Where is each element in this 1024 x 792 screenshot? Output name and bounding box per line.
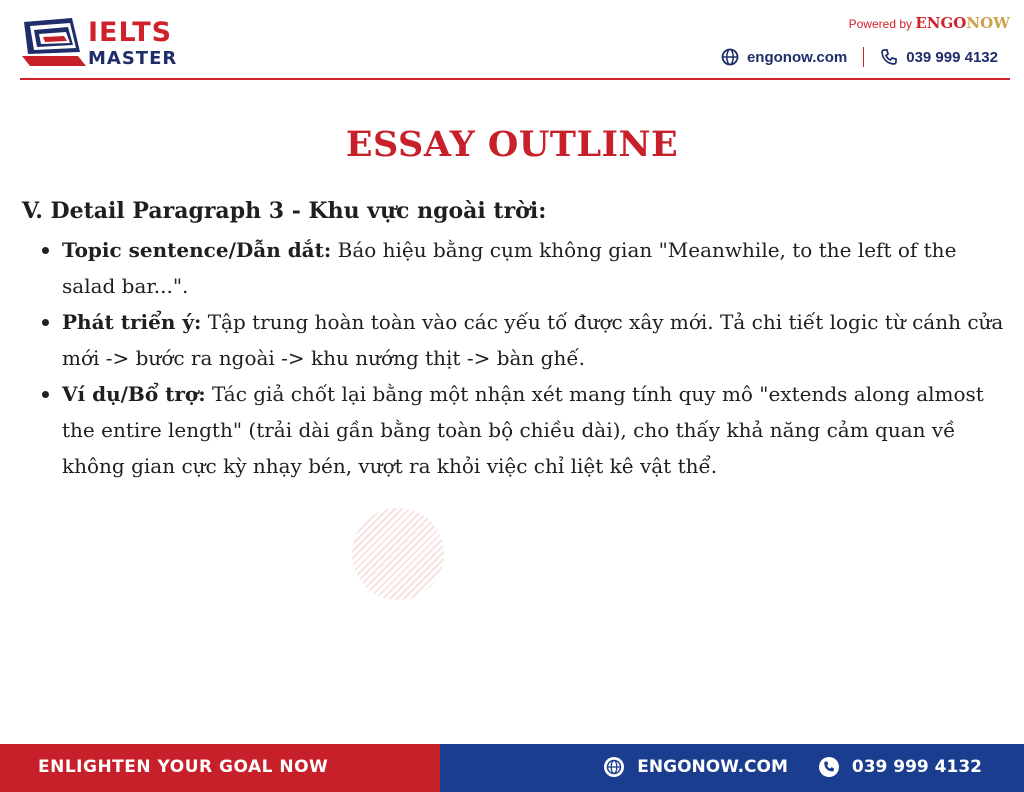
logo-master-text: MASTER	[88, 48, 178, 69]
bullet-text: Tác giả chốt lại bằng một nhận xét mang tính quy mô "extends along almost the entire length" (trải dài gần bằng toàn bộ chiều dài), cho thấy khả năng cảm quan về không gian cực kỳ nhạy bén, vượt ra khỏi việc chỉ liệt kê vật thể.	[62, 382, 984, 478]
watermark-circle	[352, 508, 444, 600]
globe-icon	[721, 48, 739, 66]
bullet-text: Tập trung hoàn toàn vào các yếu tố được xây mới. Tả chi tiết logic từ cánh cửa mới -> bước ra ngoài -> khu nướng thịt -> bàn ghế.	[62, 310, 1004, 370]
brand-part-b: NOW	[966, 14, 1010, 32]
bullet-label: Ví dụ/Bổ trợ:	[62, 382, 206, 406]
phone-icon	[818, 756, 840, 778]
logo-ielts-text: IELTS	[88, 17, 173, 48]
page-header	[0, 0, 1024, 80]
bullet-text: Báo hiệu bằng cụm không gian "Meanwhile, to the left of the salad bar...".	[62, 238, 957, 298]
phone-icon	[880, 48, 898, 66]
powered-by-label: Powered by	[848, 17, 912, 31]
logo-book-icon	[20, 16, 90, 68]
footer-slogan: ENLIGHTEN YOUR GOAL NOW	[38, 757, 329, 777]
bullet-dot	[42, 319, 49, 326]
footer-website-link[interactable]: ENGONOW.COM	[637, 757, 788, 777]
header-phone-link[interactable]: 039 999 4132	[906, 48, 998, 66]
header-divider	[863, 47, 864, 67]
bullet-dot	[42, 247, 49, 254]
brand-part-a: ENGO	[915, 14, 967, 32]
engonow-brand[interactable]	[915, 14, 1010, 32]
page-footer	[0, 744, 1024, 792]
list-item	[40, 304, 1010, 376]
header-contact	[721, 46, 998, 68]
footer-curve-shape	[380, 744, 500, 792]
header-website-link[interactable]: engonow.com	[746, 48, 848, 66]
page-title: ESSAY OUTLINE	[345, 124, 679, 165]
footer-phone-link[interactable]: 039 999 4132	[851, 757, 982, 777]
bullet-dot	[42, 391, 49, 398]
ielts-master-logo[interactable]	[20, 14, 190, 74]
list-item	[40, 376, 1010, 484]
powered-by	[849, 14, 1010, 32]
footer-contact	[603, 756, 982, 778]
bullet-label: Phát triển ý:	[62, 310, 202, 334]
list-item	[40, 232, 1010, 304]
bullet-label: Topic sentence/Dẫn dắt:	[62, 238, 332, 262]
outline-bullets	[40, 232, 1010, 484]
globe-icon	[603, 756, 625, 778]
header-rule	[20, 78, 1010, 80]
section-heading: V. Detail Paragraph 3 - Khu vực ngoài trời:	[22, 198, 547, 224]
